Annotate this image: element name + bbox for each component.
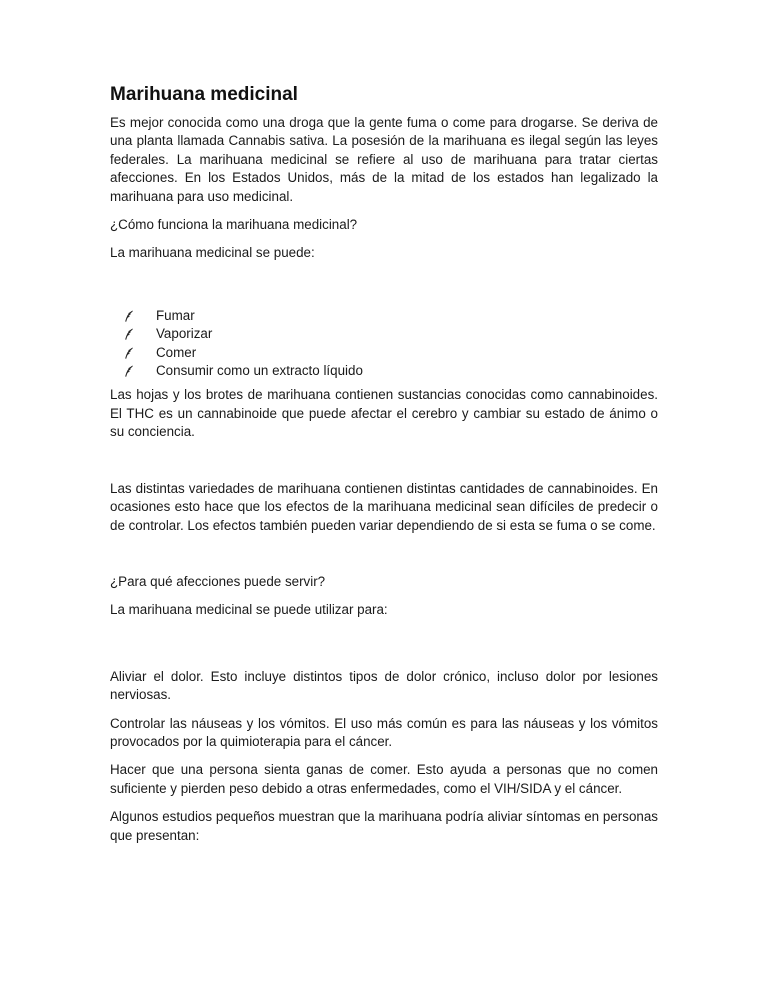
feather-bullet-icon (124, 310, 134, 322)
question-conditions: ¿Para qué afecciones puede servir? (110, 573, 326, 589)
use-nausea: Controlar las náuseas y los vómitos. El uso más común es para las náuseas y los vómitos provocados por la quimioterapia para el cáncer. (110, 715, 658, 749)
methods-intro: La marihuana medicinal se puede: (110, 245, 315, 261)
document-page (110, 84, 658, 855)
studies-paragraph: Algunos estudios pequeños muestran que la marihuana podría aliviar síntomas en personas que presentan: (110, 809, 658, 843)
use-appetite: Hacer que una persona sienta ganas de comer. Esto ayuda a personas que no comen suficiente y pierden peso debido a otras enfermedades, como el VIH/SIDA y el cáncer. (110, 762, 658, 796)
list-item (124, 344, 658, 362)
method-label: Comer (156, 344, 197, 360)
spacer (110, 452, 658, 480)
feather-bullet-icon (124, 365, 134, 377)
uses-intro: La marihuana medicinal se puede utilizar para: (110, 602, 388, 618)
feather-bullet-icon (124, 328, 134, 340)
varieties-paragraph: Las distintas variedades de marihuana contienen distintas cantidades de cannabinoides. En ocasiones esto hace que los efectos de la marihuana medicinal sean difíciles de predecir o de controlar. Los efectos también pueden variar dependiendo de si esta se fuma o se come. (110, 480, 658, 533)
question-how-it-works: ¿Cómo funciona la marihuana medicinal? (110, 217, 358, 233)
use-pain: Aliviar el dolor. Esto incluye distintos tipos de dolor crónico, incluso dolor por lesiones nerviosas. (110, 668, 658, 703)
cannabinoids-paragraph: Las hojas y los brotes de marihuana contienen sustancias conocidas como cannabinoides. El THC es un cannabinoide que puede afectar el cerebro y cambiar su estado de ánimo o su conciencia. (110, 387, 658, 440)
spacer (110, 545, 658, 573)
list-item (124, 307, 658, 325)
method-label: Vaporizar (156, 326, 213, 342)
list-item (124, 362, 658, 380)
feather-bullet-icon (124, 347, 134, 359)
document-title: Marihuana medicinal (110, 84, 298, 105)
spacer (110, 273, 658, 307)
spacer (110, 630, 658, 668)
method-label: Fumar (156, 307, 195, 323)
method-label: Consumir como un extracto líquido (156, 363, 363, 379)
methods-list (110, 307, 658, 381)
list-item (124, 325, 658, 343)
intro-paragraph: Es mejor conocida como una droga que la gente fuma o come para drogarse. Se deriva de una planta llamada Cannabis sativa. La posesión de la marihuana es ilegal según las leyes federales. La marihuana medicinal se refiere al uso de marihuana para tratar ciertas afecciones. En los Estados Unidos, más de la mitad de los estados han legalizado la marihuana para uso medicinal. (110, 115, 658, 204)
